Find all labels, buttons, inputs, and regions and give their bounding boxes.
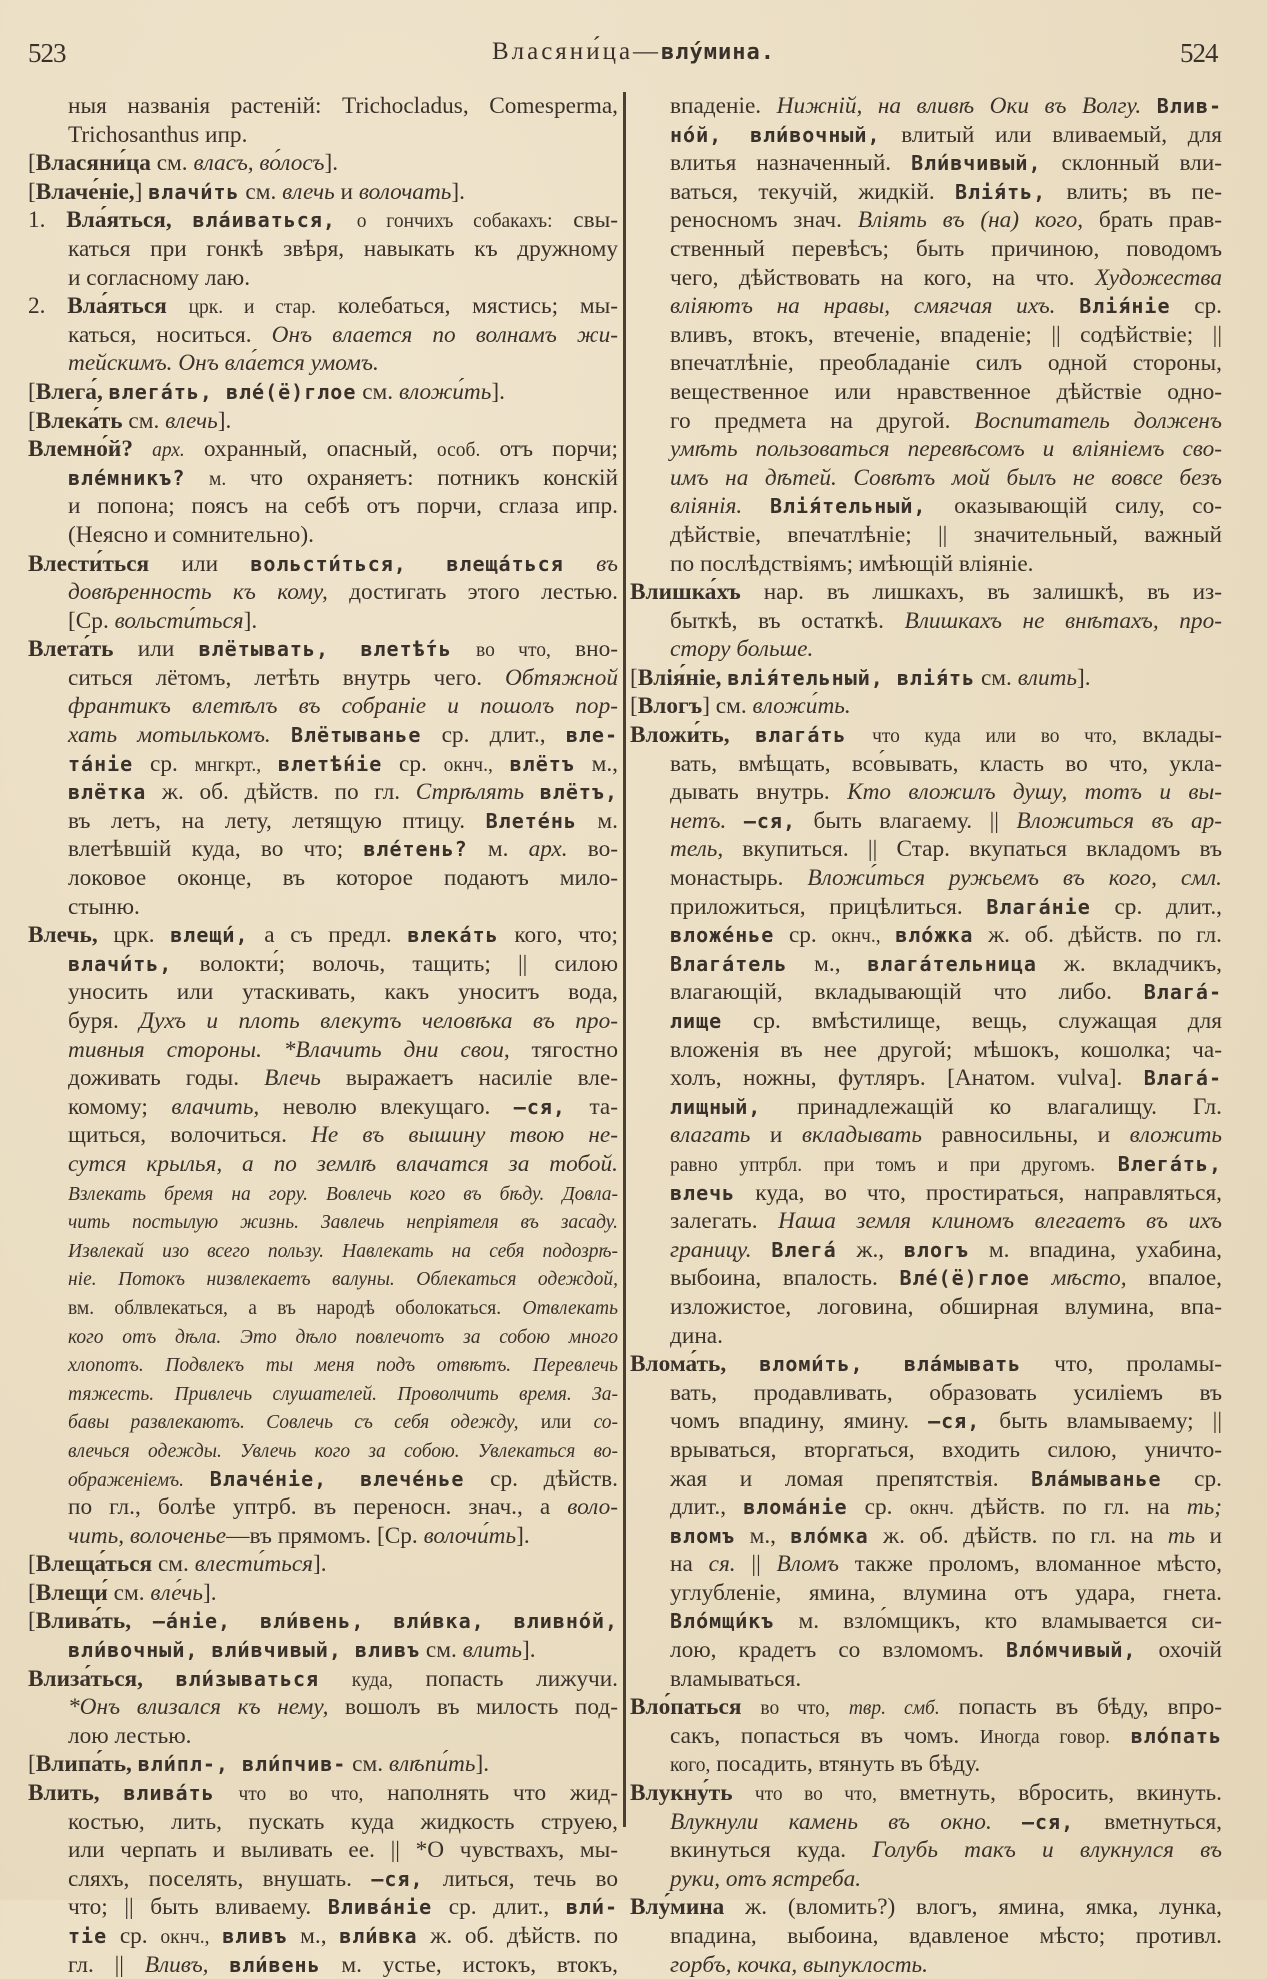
- text-line: залегать. Наша земля клиномъ влегаетъ въ ихъ: [670, 1208, 1222, 1235]
- text-line: и согласному лаю.: [68, 264, 251, 291]
- text-line: вліяютъ на нравы, смягчая ихъ. Влія́ніе ср.: [670, 293, 1222, 320]
- text-line: лою, крадетъ со взломомъ. Вло́мчивый, охочій: [670, 1637, 1222, 1664]
- text-line: что; || быть вливаему. Влива́ніе ср. длит., вли́-: [68, 1894, 618, 1921]
- text-line: Влета́ть или влётывать, влетѣ́ть во что, вно-: [28, 636, 618, 663]
- text-line: стору больше.: [670, 636, 814, 663]
- text-line: вліянія. Влія́тельный, оказывающій силу, со-: [670, 493, 1222, 520]
- text-line: ситься лётомъ, летѣть внутрь чего. Обтяжной: [68, 664, 618, 691]
- text-line: Извлекай изо всего пользу. Навлекать на себя подозрѣ-: [68, 1240, 618, 1262]
- text-line: изложистое, логовина, обширная влумина, впа-: [670, 1293, 1222, 1320]
- text-line: [Влогъ] см. вложи́ть.: [630, 693, 851, 720]
- text-line: или черпать и выливать ее. || *О чувствахъ, мы-: [68, 1837, 618, 1864]
- text-line: каться, носиться. Онъ влается по волнамъ жи-: [68, 321, 618, 348]
- text-line: та́ніе ср. мнгкрт., влетѣ́ніе ср. окнч., влётъ м.,: [68, 750, 618, 777]
- text-line: влечь куда, во что, простираться, направляться,: [670, 1179, 1222, 1206]
- text-line: [Влипа́ть, вли́пл-, вли́пчив- см. влѣпи́ть].: [28, 1751, 490, 1778]
- text-line: бавы развлекаютъ. Совлечь съ себя одежду, или со-: [68, 1412, 618, 1434]
- text-line: но́й, вли́вочный, влитый или вливаемый, для: [670, 121, 1222, 148]
- text-line: хать мотылькомъ. Влётыванье ср. длит., вле-: [68, 722, 618, 749]
- running-head-last-word: влу́мина.: [661, 40, 776, 65]
- text-line: жая и ломая препятствія. Вла́мыванье ср.: [670, 1465, 1222, 1492]
- text-line: дывать внутрь. Кто вложилъ душу, тотъ и вы-: [670, 779, 1222, 806]
- text-line: Влести́ться или вольсти́ться, влеща́ться въ: [28, 550, 618, 577]
- text-line: Влить, влива́ть что во что, наполнять что жид-: [28, 1780, 618, 1807]
- text-line: быткѣ, въ остаткѣ. Влишкахъ не внѣтахъ, про-: [670, 607, 1222, 634]
- text-line: ваться, текучій, жидкій. Влія́ть, влить; въ пе-: [670, 178, 1222, 205]
- text-line: впадина, выбоина, вдавленое мѣсто; противл.: [670, 1923, 1222, 1949]
- text-line: вложе́нье ср. окнч., вло́жка ж. об. дѣйств. по гл.: [670, 922, 1222, 949]
- text-line: Влукнули камень въ окно. —ся, вметнуться,: [670, 1808, 1222, 1835]
- text-line: сутся крылья, а по землѣ влачатся за тобой.: [68, 1150, 618, 1177]
- text-line: довѣренность къ кому, достигать этого лестью.: [68, 579, 618, 606]
- text-line: (Неясно и сомнительно).: [68, 521, 314, 548]
- text-line: нетъ. —ся, быть влагаему. || Вложиться въ ар-: [670, 807, 1222, 834]
- text-line: [Ср. вольсти́ться].: [68, 607, 258, 634]
- text-line: комому; влачить, неволю влекущаго. —ся, та-: [68, 1093, 618, 1120]
- page-number-left: 523: [28, 38, 66, 68]
- text-line: вливъ, втокъ, втеченіе, впаденіе; || содѣйствіе; ||: [670, 321, 1222, 348]
- right-column: [630, 92, 1222, 1979]
- text-line: вложенія въ нее другой; мѣшокъ, кошолка; ча-: [670, 1036, 1222, 1063]
- text-line: по гл., болѣе уптрб. въ переносн. знач., а воло-: [68, 1494, 618, 1521]
- text-line: и попона; поясъ на себѣ отъ порчи, сглаза ипр.: [68, 493, 618, 520]
- text-line: локовое оконце, въ которое подаютъ мило-: [68, 865, 618, 892]
- text-line: ственный перевѣсъ; быть причиною, поводомъ: [670, 235, 1222, 262]
- text-line: кого, посадить, втянуть въ бѣду.: [670, 1751, 981, 1778]
- text-line: горбъ, кочка, выпуклость.: [670, 1951, 928, 1978]
- text-line: сляхъ, поселять, внушать. —ся, литься, течь во: [68, 1865, 618, 1892]
- text-line: влачи́ть, волокти́; волочь, тащить; || силою: [68, 950, 618, 977]
- text-line: Вложи́ть, влага́ть что куда или во что, вклады-: [630, 722, 1222, 749]
- text-line: Влома́ть, вломи́ть, вла́мывать что, проламы-: [630, 1351, 1222, 1378]
- text-line: тель, вкупиться. || Стар. вкупаться вкладомъ въ: [670, 836, 1222, 863]
- text-line: Влемно́й? арх. охранный, опасный, особ. отъ порчи;: [28, 436, 618, 463]
- column-divider: [623, 92, 626, 1827]
- text-line: впаденіе. Нижній, на вливѣ Оки въ Волгу. Влив-: [670, 93, 1222, 119]
- text-line: Влечь, црк. влещи́, а съ предл. влека́ть кого, что;: [28, 922, 618, 949]
- text-line: равно уптрбл. при томъ и при другомъ. Влега́ть,: [670, 1151, 1222, 1176]
- text-line: тіе ср. окнч., вливъ м., вли́вка ж. об. дѣйств. по: [68, 1923, 618, 1949]
- text-line: Вло́мщи́къ м. взло́мщикъ, кто вламывается си-: [670, 1608, 1222, 1635]
- text-line: выбоина, впалость. Вле́(ё)глое мѣсто, впалое,: [670, 1265, 1222, 1292]
- text-line: умѣть пользоваться перевѣсомъ и вліяніемъ сво-: [670, 436, 1222, 463]
- text-line: впечатлѣніе, преобладаніе силъ одной стороны,: [670, 350, 1222, 377]
- text-line: влётка ж. об. дѣйств. по гл. Стрѣлять влётъ,: [68, 779, 618, 806]
- text-line: [Влія́ніе, влія́тельный, влія́ть см. влить].: [630, 664, 1091, 691]
- text-line: [Власяни́ца см. власъ, во́лосъ].: [28, 150, 339, 177]
- text-line: вать, вмѣщать, всо́вывать, класть во что, укла-: [670, 750, 1222, 777]
- running-head-first-word: Власяни́ца: [491, 38, 634, 65]
- text-line: вещественное или нравственное дѣйствіе одно-: [670, 378, 1222, 405]
- text-line: вле́мникъ? м. что охраняетъ: потникъ конскій: [68, 464, 618, 491]
- text-line: вли́вочный, вли́вчивый, вливъ см. влить].: [68, 1637, 536, 1664]
- text-line: по послѣдствіямъ; имѣющій вліяніе.: [670, 550, 1034, 577]
- text-line: лищный, принадлежащій ко влагалищу. Гл.: [670, 1093, 1222, 1120]
- text-line: дѣйствіе, впечатлѣніе; || значительный, важный: [670, 521, 1222, 548]
- text-line: чить, волоченье—въ прямомъ. [Ср. волочи́ть].: [68, 1522, 530, 1549]
- text-line: чить постылую жизнь. Завлечь непріятеля въ засаду.: [68, 1212, 618, 1234]
- running-head: [0, 38, 1267, 66]
- text-line: чомъ впадину, ямину. —ся, быть вламываему; ||: [670, 1408, 1222, 1435]
- text-line: вломъ м., вло́мка ж. об. дѣйств. по гл. на ть и: [670, 1522, 1222, 1549]
- text-line: Влу́мина ж. (вломить?) влогъ, ямина, ямка, лунка,: [630, 1894, 1222, 1921]
- text-line: ныя названія растеній: Trichocladus, Comesperma,: [68, 93, 618, 119]
- text-line: [Влаче́ніе,] влачи́ть см. влечь и волочать].: [28, 178, 465, 205]
- text-line: тейскимъ. Онъ вла́ется умомъ.: [68, 350, 379, 377]
- page-header: [0, 38, 1267, 78]
- text-line: Влиза́ться, вли́зываться куда, попасть лижучи.: [28, 1665, 618, 1692]
- text-line: вкинуться куда. Голубь такъ и влукнулся въ: [670, 1837, 1222, 1864]
- text-line: вать, продавливать, образовать усиліемъ въ: [670, 1379, 1222, 1406]
- text-line: на ся. || Вломъ также проломъ, вломанное мѣсто,: [670, 1551, 1222, 1578]
- text-line: реносномъ знач. Вліять въ (на) кого, брать прав-: [670, 207, 1222, 234]
- text-line: [Влега́, влега́ть, вле́(ё)глое см. вложи́ть].: [28, 378, 505, 405]
- text-line: 1. Вла́яться, вла́иваться, о гончихъ собакахъ: свы-: [28, 207, 618, 234]
- text-line: врываться, вторгаться, входить силою, уничто-: [670, 1436, 1222, 1463]
- text-line: влитья назначенный. Вли́вчивый, склонный вли-: [670, 150, 1222, 177]
- text-line: костью, лить, пускать куда жидкость струею,: [68, 1808, 618, 1835]
- page-number-right: 524: [1180, 38, 1218, 68]
- text-line: монастырь. Вложи́ться ружьемъ въ кого, смл.: [670, 865, 1222, 892]
- text-line: чего, дѣйствовать на кого, на что. Художества: [670, 264, 1222, 291]
- text-line: вламываться.: [670, 1665, 802, 1692]
- text-line: границу. Влега́ ж., влогъ м. впадина, ухабина,: [670, 1236, 1222, 1263]
- text-line: вм. облвлекаться, а въ народѣ оболокаться. Отвлекать: [68, 1297, 618, 1319]
- text-line: Вло́паться во что, твр. смб. попасть въ бѣду, впро-: [630, 1694, 1222, 1721]
- text-line: [Влива́ть, —а́ніе, вли́вень, вли́вка, вливно́й,: [28, 1608, 618, 1635]
- text-line: го предмета на другой. Воспитатель долженъ: [670, 407, 1222, 434]
- running-head-dash: —: [633, 38, 662, 65]
- text-line: доживать годы. Влечь выражаетъ насиліе вле-: [68, 1065, 618, 1092]
- text-line: имъ на дѣтей. Совѣтъ мой былъ не вовсе безъ: [670, 464, 1222, 491]
- text-line: тивныя стороны. *Влачить дни свои, тягостно: [68, 1036, 618, 1063]
- text-line: 2. Вла́яться црк. и стар. колебаться, мястись; мы-: [28, 293, 618, 320]
- text-line: [Влека́ть см. влечь].: [28, 407, 232, 434]
- text-line: [Влещи́ см. вле́чь].: [28, 1579, 217, 1606]
- text-line: Взлекать бремя на гору. Вовлечь кого въ бѣду. Довла-: [68, 1183, 618, 1205]
- text-line: буря. Духъ и плоть влекутъ человѣка въ про-: [68, 1008, 618, 1034]
- text-line: влагать и вкладывать равносильны, и вложить: [670, 1122, 1222, 1149]
- text-line: каться при гонкѣ звѣря, навыкать къ дружному: [68, 235, 618, 262]
- text-line: ображеніемъ. Влаче́ніе, влече́нье ср. дѣйств.: [68, 1465, 618, 1492]
- text-line: углубленіе, ямина, влумина отъ удара, гнета.: [670, 1579, 1222, 1606]
- text-line: руки, отъ ястреба.: [670, 1865, 862, 1892]
- text-line: гл. || Вливъ, вли́вень м. устье, истокъ, втокъ,: [68, 1951, 618, 1978]
- text-line: длит., влома́ніе ср. окнч. дѣйств. по гл. на ть;: [670, 1494, 1222, 1521]
- text-line: Влишка́хъ нар. въ лишкахъ, въ залишкѣ, въ из-: [630, 579, 1222, 606]
- text-line: стыню.: [68, 893, 140, 920]
- text-line: Влукну́ть что во что, вметнуть, вбросить, вкинуть.: [630, 1780, 1222, 1807]
- text-line: ніе. Потокъ низвлекаетъ валуны. Облекаться одеждой,: [68, 1269, 618, 1291]
- text-line: лою лестью.: [68, 1722, 192, 1749]
- text-line: въ летъ, на лету, летящую птицу. Влете́нь м.: [68, 807, 618, 834]
- text-line: уносить или утаскивать, какъ уноситъ вода,: [68, 979, 618, 1006]
- text-line: кого отъ дѣла. Это дѣло повлечотъ за собою много: [68, 1326, 618, 1348]
- text-line: щиться, волочиться. Не въ вышину твою не-: [68, 1122, 618, 1149]
- text-line: Trichosanthus ипр.: [68, 121, 248, 148]
- text-line: сакъ, попасться въ чомъ. Иногда говор. вло́пать: [670, 1722, 1222, 1749]
- text-line: лище ср. вмѣстилище, вещь, служащая для: [670, 1008, 1222, 1034]
- text-line: приложиться, прицѣлиться. Влага́ніе ср. длит.,: [670, 893, 1222, 920]
- text-line: влечься одежды. Увлечь кого за собою. Увлекаться во-: [68, 1440, 618, 1462]
- text-line: [Влеща́ться см. влести́ться].: [28, 1551, 327, 1578]
- text-line: влагающій, вкладывающій что либо. Влага́-: [670, 979, 1222, 1006]
- left-column: [28, 92, 618, 1979]
- text-line: влетѣвшій куда, во что; вле́тень? м. арх. во-: [68, 836, 618, 863]
- text-line: дина.: [670, 1322, 723, 1349]
- text-line: хлопотъ. Подвлекъ ты меня подъ отвѣтъ. Перевлечь: [68, 1355, 618, 1377]
- text-line: франтикъ влетѣлъ въ собраніе и пошолъ пор-: [68, 693, 618, 720]
- text-line: *Онъ влизался къ нему, вошолъ въ милость под-: [68, 1694, 618, 1721]
- text-line: тяжесть. Привлечь слушателей. Проволчить время. За-: [68, 1383, 618, 1405]
- text-line: Влага́тель м., влага́тельница ж. вкладчикъ,: [670, 950, 1222, 977]
- text-line: холъ, ножны, футляръ. [Анатом. vulva]. Влага́-: [670, 1065, 1222, 1092]
